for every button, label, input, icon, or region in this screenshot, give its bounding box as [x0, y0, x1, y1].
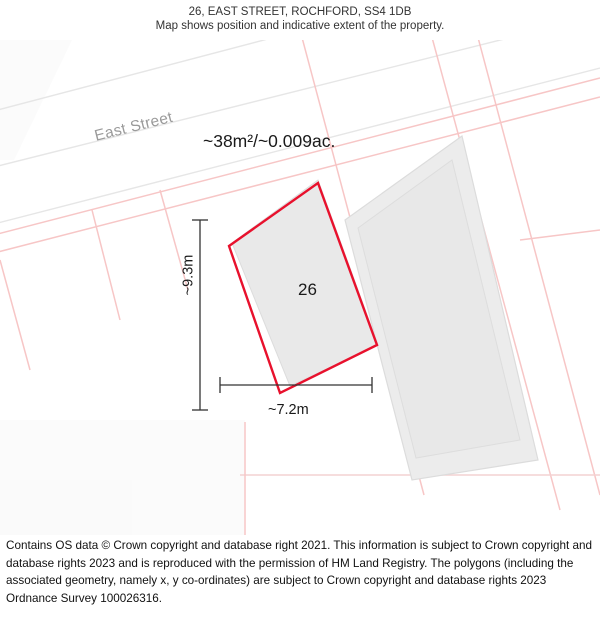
dimension-line-vertical — [192, 220, 208, 410]
page-title: 26, EAST STREET, ROCHFORD, SS4 1DB — [188, 6, 412, 18]
street-name-label: East Street — [92, 108, 175, 145]
area-label: ~38m²/~0.009ac. — [203, 131, 336, 151]
dimension-label-vertical: ~9.3m — [180, 254, 197, 296]
copyright-notice: Contains OS data © Crown copyright and database right 2021. This information is subject to Crown copyright and database rights 2023 and is reproduced with the permission of HM Land Registry. The polygons (including the associated geometry, namely x, y co-ordinates) are subject to Crown copyright and database rights 2023 Ordnance Survey 100026316. — [6, 539, 592, 605]
background-blocks — [0, 40, 245, 535]
dimension-label-horizontal: ~7.2m — [268, 402, 309, 418]
neighbour-buildings — [345, 136, 538, 480]
page-header — [0, 0, 600, 40]
map-canvas[interactable] — [0, 40, 600, 535]
page-subtitle: Map shows position and indicative extent of the property. — [155, 20, 445, 32]
plot-number-label: 26 — [298, 280, 317, 299]
